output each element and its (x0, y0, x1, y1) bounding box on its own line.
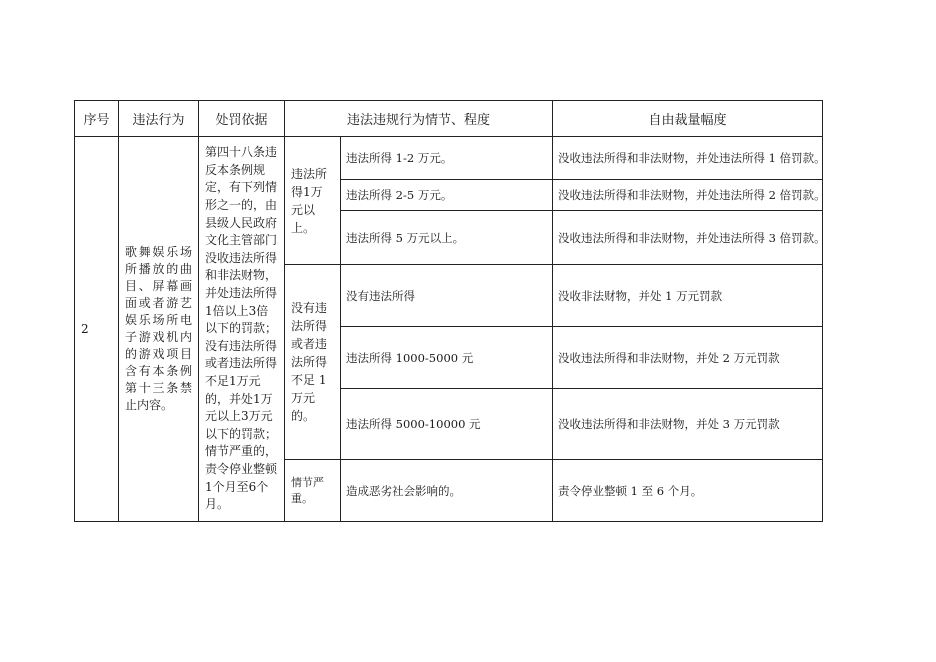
range-cell: 没收违法所得和非法财物，并处违法所得 1 倍罚款。 (553, 137, 823, 180)
condition-cell: 违法所得1万元以上。 (285, 137, 341, 265)
header-severity: 违法违规行为情节、程度 (285, 101, 553, 137)
penalty-basis: 第四十八条违反本条例规定，有下列情形之一的，由县级人民政府文化主管部门没收违法所得和非法财物，并处违法所得1倍以上3倍以下的罚款；没有违法所得或者违法所得不足1万元的，并处1万元以上3万元以下的罚款；情节严重的，责令停业整顿1个月至6个月。 (199, 137, 285, 522)
range-cell: 责令停业整顿 1 至 6 个月。 (553, 460, 823, 522)
detail-cell: 违法所得 1-2 万元。 (341, 137, 553, 180)
range-cell: 没收违法所得和非法财物，并处违法所得 3 倍罚款。 (553, 211, 823, 265)
header-number: 序号 (75, 101, 119, 137)
range-cell: 没收违法所得和非法财物，并处 3 万元罚款 (553, 389, 823, 460)
range-cell: 没收非法财物，并处 1 万元罚款 (553, 265, 823, 327)
range-cell: 没收违法所得和非法财物，并处 2 万元罚款 (553, 327, 823, 389)
table-row (75, 137, 823, 180)
detail-cell: 造成恶劣社会影响的。 (341, 460, 553, 522)
detail-cell: 违法所得 5000-10000 元 (341, 389, 553, 460)
violation-behavior: 歌舞娱乐场所播放的曲目、屏幕画面或者游艺娱乐场所电子游戏机内的游戏项目含有本条例第十三条禁止内容。 (119, 137, 199, 522)
row-number: 2 (75, 137, 119, 522)
penalty-table (74, 100, 826, 522)
detail-cell: 违法所得 2-5 万元。 (341, 180, 553, 211)
header-behavior: 违法行为 (119, 101, 199, 137)
header-discretion-range: 自由裁量幅度 (553, 101, 823, 137)
detail-cell: 违法所得 5 万元以上。 (341, 211, 553, 265)
detail-cell: 没有违法所得 (341, 265, 553, 327)
header-row (75, 101, 823, 137)
detail-cell: 违法所得 1000-5000 元 (341, 327, 553, 389)
condition-cell: 没有违法所得或者违法所得不足 1 万元的。 (285, 265, 341, 460)
header-basis: 处罚依据 (199, 101, 285, 137)
condition-cell: 情节严重。 (285, 460, 341, 522)
range-cell: 没收违法所得和非法财物，并处违法所得 2 倍罚款。 (553, 180, 823, 211)
